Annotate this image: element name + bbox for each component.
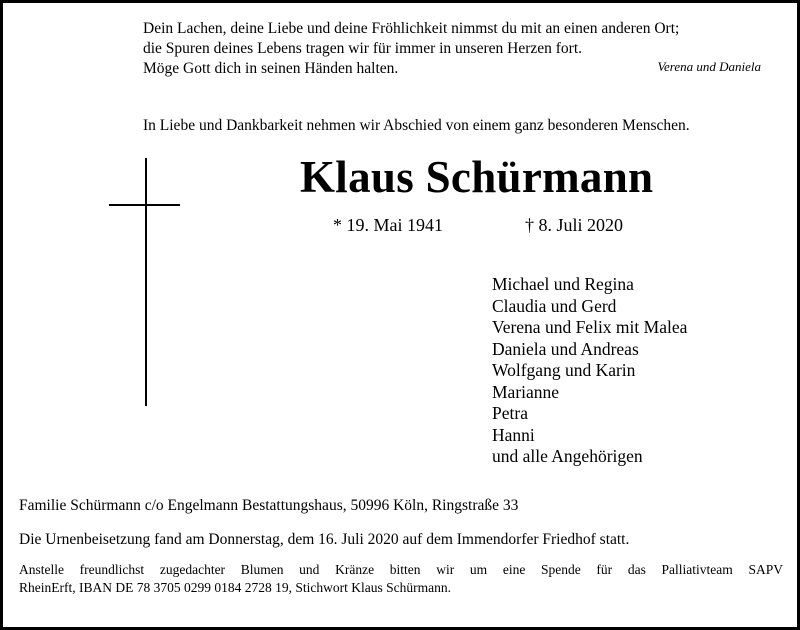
mourners-list [492, 274, 687, 468]
mourner-item: Hanni [492, 424, 535, 445]
mourner-item: und alle Angehörigen [492, 446, 643, 466]
poem-line-3: Möge Gott dich in seinen Händen halten. [143, 60, 399, 77]
mourner-item: Marianne [492, 381, 560, 402]
mourner-item: Verena und Felix mit Malea [492, 317, 688, 337]
burial-notice: Die Urnenbeisetzung fand am Donnerstag, dem 16. Juli 2020 auf dem Immendorfer Friedhof statt. [19, 531, 630, 548]
mourner-item: Michael und Regina [492, 274, 634, 294]
mourner-item: Daniela und Andreas [492, 338, 639, 359]
cross-icon-bar [109, 204, 180, 206]
mourner-item: Claudia und Gerd [492, 295, 617, 316]
mourner-item: Petra [492, 403, 528, 423]
poem-line-2: die Spuren deines Lebens tragen wir für immer in unseren Herzen fort. [143, 40, 583, 57]
birth-date: * 19. Mai 1941 [333, 215, 443, 235]
family-address: Familie Schürmann c/o Engelmann Bestattungshaus, 50996 Köln, Ringstraße 33 [19, 497, 519, 514]
donation-note [19, 561, 783, 597]
cross-icon [145, 158, 147, 406]
death-date: † 8. Juli 2020 [525, 215, 624, 235]
intro-text: In Liebe und Dankbarkeit nehmen wir Abschied von einem ganz besonderen Menschen. [143, 117, 690, 134]
poem-line-1: Dein Lachen, deine Liebe und deine Fröhlichkeit nimmst du mit an einen anderen Ort; [143, 20, 680, 37]
poem-signature: Verena und Daniela [657, 59, 761, 74]
donation-line-2: RheinErft, IBAN DE 78 3705 0299 0184 2728 19, Stichwort Klaus Schürmann. [19, 580, 451, 595]
mourner-item: Wolfgang und Karin [492, 360, 636, 380]
poem [143, 19, 679, 79]
donation-line-1: Anstelle freundlichst zugedachter Blumen und Kränze bitten wir um eine Spende für das Palliativteam SAPV [19, 562, 783, 577]
deceased-name: Klaus Schürmann [300, 152, 654, 202]
